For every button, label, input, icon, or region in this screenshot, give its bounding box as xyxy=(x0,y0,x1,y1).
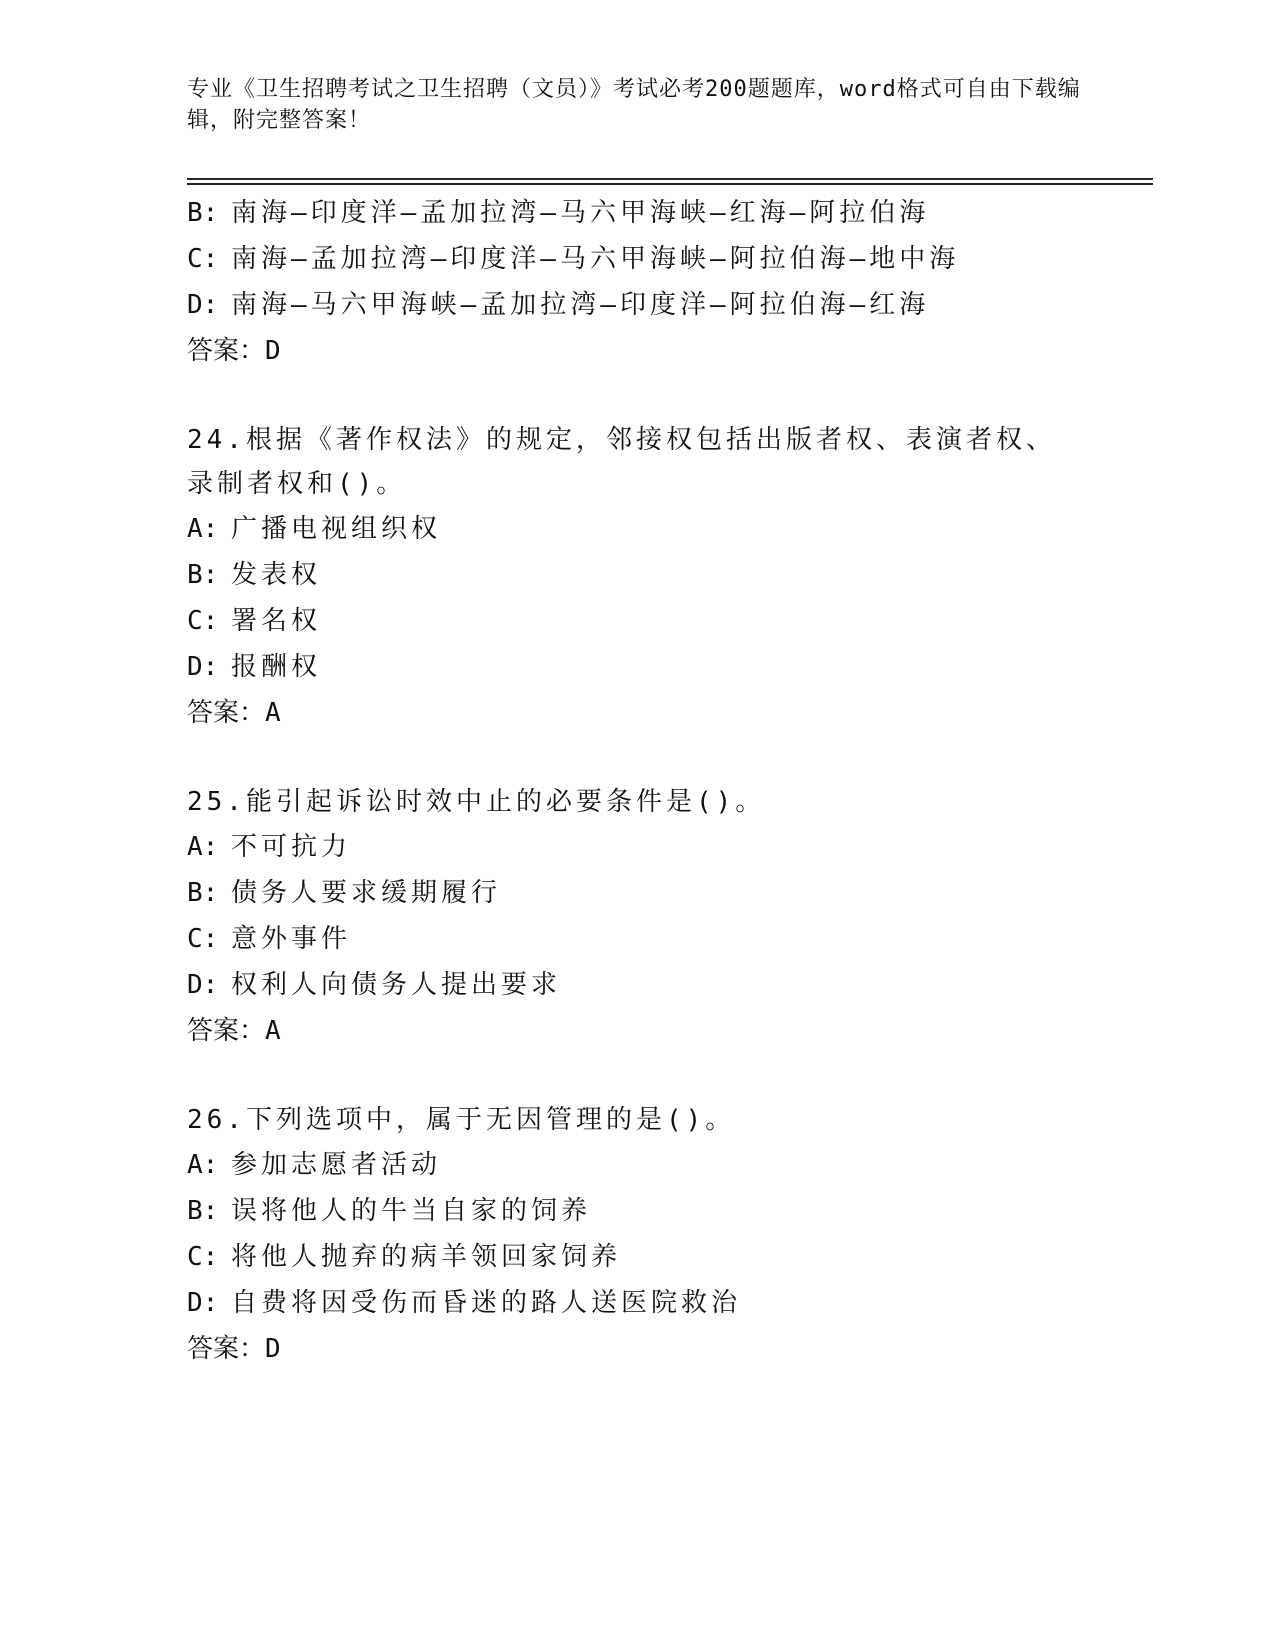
option-text: 广播电视组织权 xyxy=(231,514,442,544)
answer-label: 答案： xyxy=(187,698,266,728)
answer-value: D xyxy=(265,1334,281,1364)
option-letter: D: xyxy=(187,290,219,320)
option-text: 南海—孟加拉湾—印度洋—马六甲海峡—阿拉伯海—地中海 xyxy=(231,244,960,274)
answer-line xyxy=(187,690,1087,736)
option-text: 误将他人的牛当自家的饲养 xyxy=(231,1196,592,1226)
answer-label: 答案： xyxy=(187,1334,266,1364)
option-c xyxy=(187,916,1087,962)
option-letter: B: xyxy=(187,1196,219,1226)
answer-label: 答案： xyxy=(187,336,266,366)
option-text: 发表权 xyxy=(231,560,322,590)
question-26 xyxy=(187,1098,1087,1372)
question-stem: 24.根据《著作权法》的规定，邻接权包括出版者权、表演者权、录制者权和()。 xyxy=(187,425,1056,499)
question-list xyxy=(187,190,1087,1372)
option-a xyxy=(187,506,1087,552)
option-d xyxy=(187,282,1087,328)
option-b xyxy=(187,552,1087,598)
option-text: 参加志愿者活动 xyxy=(231,1150,442,1180)
option-text: 意外事件 xyxy=(231,924,352,954)
answer-label: 答案： xyxy=(187,1016,266,1046)
option-letter: B: xyxy=(187,878,219,908)
option-d xyxy=(187,962,1087,1008)
answer-value: A xyxy=(265,1016,281,1046)
option-letter: D: xyxy=(187,1288,219,1318)
option-letter: A: xyxy=(187,832,219,862)
option-text: 南海—马六甲海峡—孟加拉湾—印度洋—阿拉伯海—红海 xyxy=(231,290,930,320)
option-b xyxy=(187,1188,1087,1234)
option-letter: B: xyxy=(187,560,219,590)
option-text: 署名权 xyxy=(231,606,322,636)
option-b xyxy=(187,190,1087,236)
option-letter: C: xyxy=(187,1242,219,1272)
option-d xyxy=(187,644,1087,690)
option-letter: C: xyxy=(187,924,219,954)
answer-value: A xyxy=(265,698,281,728)
option-text: 将他人抛弃的病羊领回家饲养 xyxy=(231,1242,622,1272)
header-divider-top xyxy=(187,178,1153,180)
option-d xyxy=(187,1280,1087,1326)
answer-line xyxy=(187,328,1087,374)
option-text: 债务人要求缓期履行 xyxy=(231,878,502,908)
option-text: 自费将因受伤而昏迷的路人送医院救治 xyxy=(231,1288,742,1318)
option-letter: C: xyxy=(187,606,219,636)
option-b xyxy=(187,870,1087,916)
option-letter: D: xyxy=(187,652,219,682)
question-23-continued xyxy=(187,190,1087,374)
option-letter: D: xyxy=(187,970,219,1000)
option-letter: A: xyxy=(187,514,219,544)
document-intro: 专业《卫生招聘考试之卫生招聘（文员）》考试必考200题题库，word格式可自由下载编辑，附完整答案！ xyxy=(187,77,1081,133)
option-a xyxy=(187,824,1087,870)
question-stem: 26.下列选项中，属于无因管理的是()。 xyxy=(187,1105,736,1135)
header-divider-bottom xyxy=(187,183,1153,185)
option-a xyxy=(187,1142,1087,1188)
question-stem: 25.能引起诉讼时效中止的必要条件是()。 xyxy=(187,787,766,817)
option-c xyxy=(187,236,1087,282)
option-letter: A: xyxy=(187,1150,219,1180)
option-text: 报酬权 xyxy=(231,652,322,682)
question-24 xyxy=(187,418,1087,736)
option-text: 权利人向债务人提出要求 xyxy=(231,970,562,1000)
option-letter: B: xyxy=(187,198,219,228)
answer-line xyxy=(187,1326,1087,1372)
answer-line xyxy=(187,1008,1087,1054)
answer-value: D xyxy=(265,336,281,366)
option-text: 不可抗力 xyxy=(231,832,352,862)
option-c xyxy=(187,1234,1087,1280)
option-text: 南海—印度洋—孟加拉湾—马六甲海峡—红海—阿拉伯海 xyxy=(231,198,930,228)
question-25 xyxy=(187,780,1087,1054)
option-letter: C: xyxy=(187,244,219,274)
option-c xyxy=(187,598,1087,644)
